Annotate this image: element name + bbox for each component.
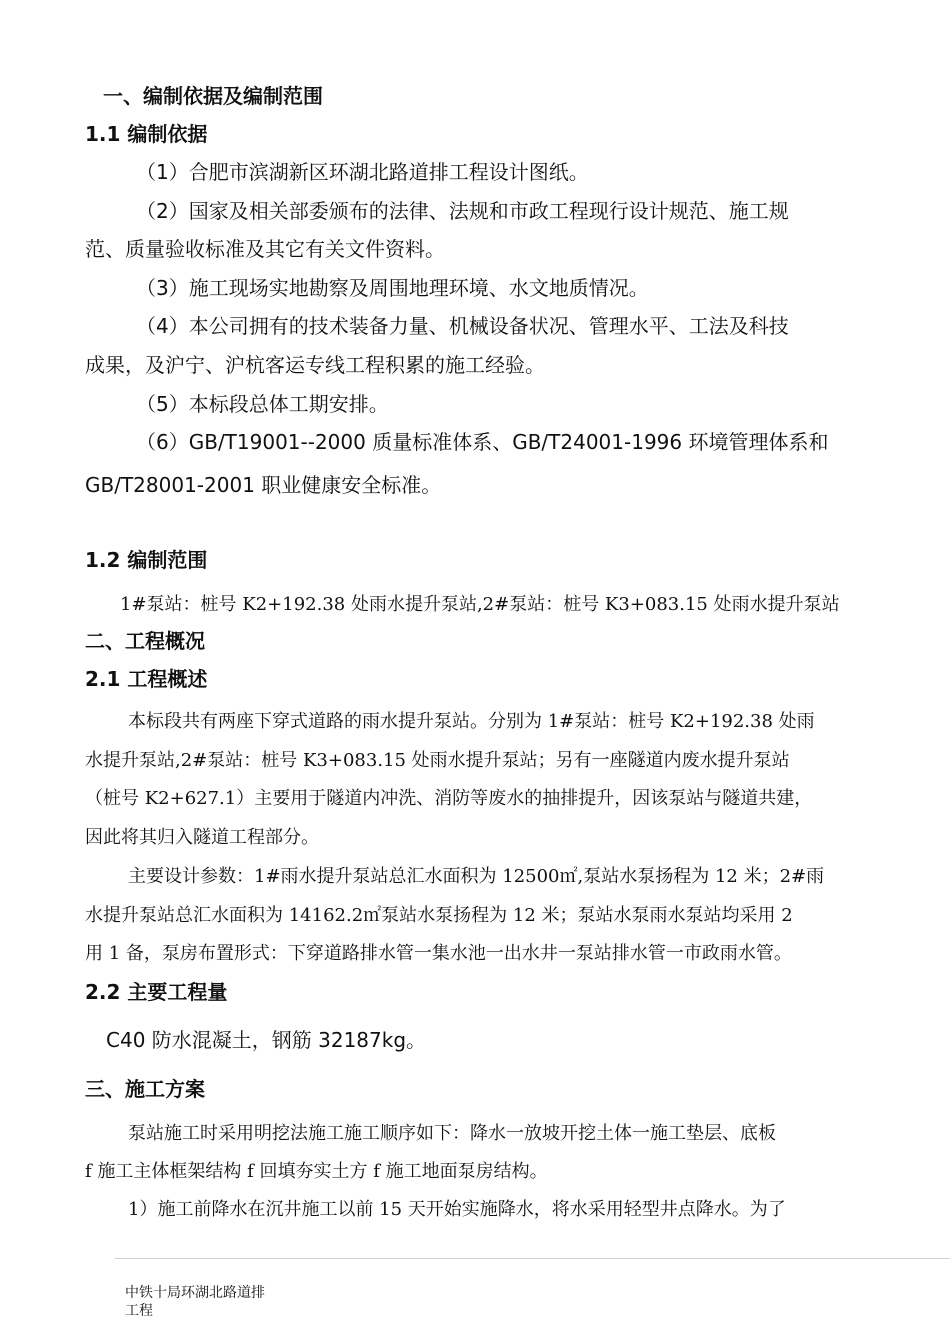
basis-item-2-cont: 范、质量验收标准及其它有关文件资料。 [85,237,445,261]
scope-text: 1#泵站：桩号 K2+192.38 处雨水提升泵站,2#泵站：桩号 K3+083.15 处雨水提升泵站 [120,594,840,615]
section-1-1-title: 1.1 编制依据 [85,122,208,146]
overview-line-6: 水提升泵站总汇水面积为 14162.2㎡泵站水泵扬程为 12 米；泵站水泵雨水泵站均采用 2 [85,905,793,926]
heading-2: 二、工程概况 [85,629,205,653]
basis-item-3: （3）施工现场实地勘察及周围地理环境、水文地质情况。 [136,276,649,300]
heading-3: 三、施工方案 [85,1077,205,1101]
overview-line-2: 水提升泵站,2#泵站：桩号 K3+083.15 处雨水提升泵站；另有一座隧道内废水提升泵站 [85,750,790,771]
overview-line-4: 因此将其归入隧道工程部分。 [85,827,319,848]
basis-item-4: （4）本公司拥有的技术装备力量、机械设备状况、管理水平、工法及科技 [136,314,789,338]
footer-divider [115,1258,950,1259]
section-1-2-title: 1.2 编制范围 [85,548,208,572]
footer-line-1: 中铁十局环湖北路道排 [125,1285,265,1301]
overview-line-7: 用 1 备，泵房布置形式：下穿道路排水管一集水池一出水井一泵站排水管一市政雨水管。 [85,943,792,964]
basis-item-5: （5）本标段总体工期安排。 [136,392,389,416]
quantity-text: C40 防水混凝土，钢筋 32187kg。 [106,1028,427,1052]
section-2-2-title: 2.2 主要工程量 [85,980,228,1004]
overview-line-3: （桩号 K2+627.1）主要用于隧道内冲洗、消防等废水的抽排提升，因该泵站与隧道共建， [85,788,813,809]
basis-item-4-cont: 成果，及沪宁、沪杭客运专线工程积累的施工经验。 [85,353,545,377]
basis-item-6: （6）GB/T19001--2000 质量标准体系、GB/T24001-1996 环境管理体系和 [136,430,829,454]
plan-line-2: f 施工主体框架结构 f 回填夯实土方 f 施工地面泵房结构。 [85,1161,548,1182]
footer-line-2: 工程 [125,1303,153,1319]
basis-item-1: （1）合肥市滨湖新区环湖北路道排工程设计图纸。 [136,160,589,184]
overview-line-1: 本标段共有两座下穿式道路的雨水提升泵站。分别为 1#泵站：桩号 K2+192.38 处雨 [128,711,815,732]
basis-item-2: （2）国家及相关部委颁布的法律、法规和市政工程现行设计规范、施工规 [136,199,789,223]
section-2-1-title: 2.1 工程概述 [85,667,208,691]
heading-1: 一、编制依据及编制范围 [103,84,323,108]
plan-line-1: 泵站施工时采用明挖法施工施工顺序如下：降水一放坡开挖土体一施工垫层、底板 [128,1123,776,1144]
basis-item-6-cont: GB/T28001-2001 职业健康安全标准。 [85,473,442,497]
overview-line-5: 主要设计参数：1#雨水提升泵站总汇水面积为 12500㎡,泵站水泵扬程为 12 米；2#雨 [128,866,825,887]
plan-line-3: 1）施工前降水在沉井施工以前 15 天开始实施降水，将水采用轻型井点降水。为了 [128,1199,786,1220]
